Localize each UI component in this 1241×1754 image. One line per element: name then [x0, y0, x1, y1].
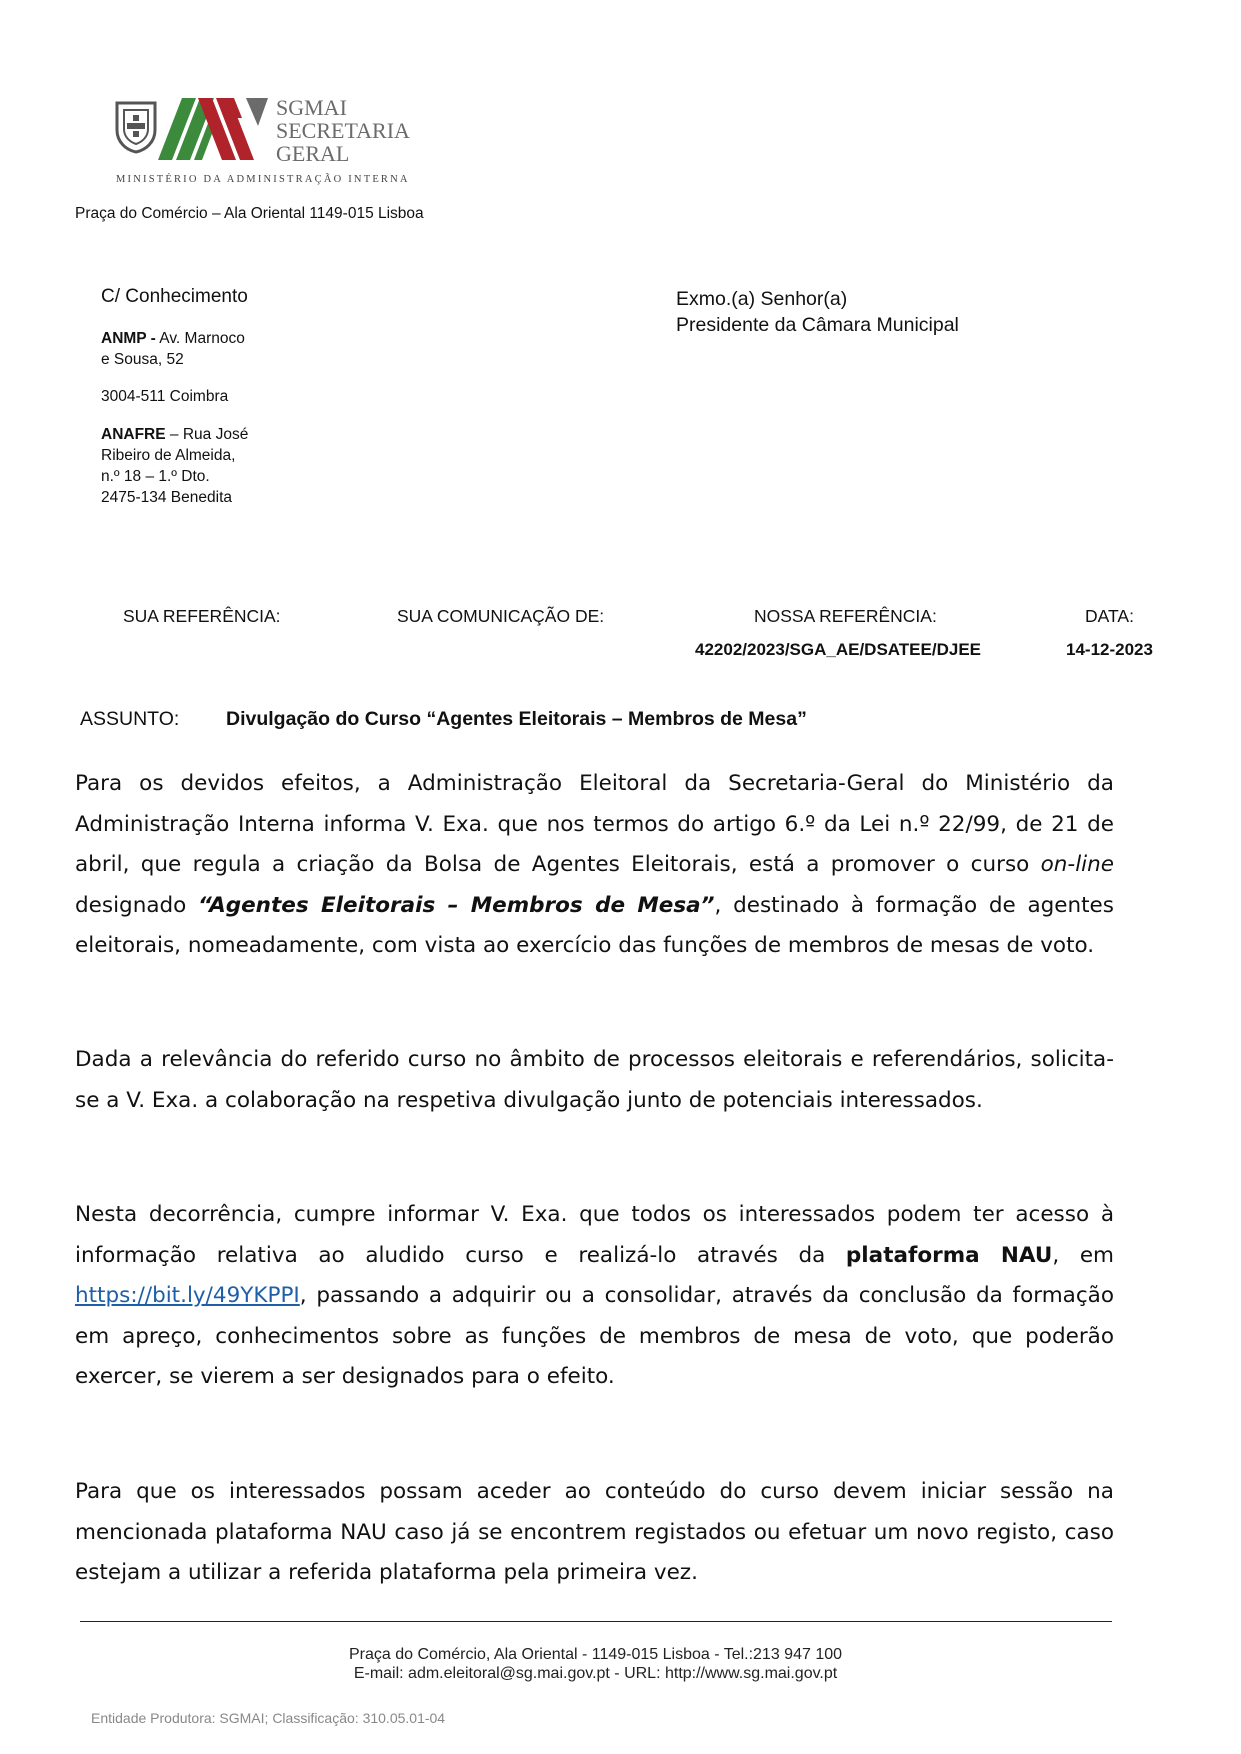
sgmai-stripes-icon [158, 98, 268, 160]
p1-text-b: designado [75, 892, 198, 918]
data-label: DATA: [1085, 606, 1134, 626]
body-paragraph-2: Dada a relevância do referido curso no âmbito de processos eleitorais e referendários, solicita-se a V. Exa. a colaboração na respetiva divulgação junto de potenciais interessados. [75, 1047, 1114, 1113]
anmp-name: ANMP - [101, 330, 156, 347]
p3-text-c: , passando a adquirir ou a consolidar, através da conclusão da formação em apreço, conhecimentos sobre as funções de membros de mesa de voto, que poderão exercer, se vierem a ser designados para o efeito. [75, 1283, 1114, 1389]
sgmai-logo [114, 95, 424, 190]
subject-text: Divulgação do Curso “Agentes Eleitorais – Membros de Mesa” [226, 708, 807, 730]
logo-line-geral: GERAL [276, 141, 350, 166]
p1-text-c: , destinado à formação de agentes eleitorais, nomeadamente, com vista ao exercício das funções de membros de mesas de voto. [75, 892, 1114, 958]
cc-anafre [101, 424, 291, 508]
subject-label: ASSUNTO: [80, 708, 180, 730]
logo-ministry-name: MINISTÉRIO DA ADMINISTRAÇÃO INTERNA [116, 174, 410, 185]
cc-title: C/ Conhecimento [101, 286, 248, 307]
body-paragraph-4: Para que os interessados possam aceder ao conteúdo do curso devem iniciar sessão na mencionada plataforma NAU caso já se encontrem registados ou efetuar um novo registo, caso estejam a utilizar a referida plataforma pela primeira vez. [75, 1479, 1114, 1585]
anafre-address-4: 2475-134 Benedita [101, 489, 233, 506]
body-paragraph-3 [75, 1195, 1114, 1398]
nossa-referencia-label: NOSSA REFERÊNCIA: [754, 606, 937, 626]
sua-comunicacao-label: SUA COMUNICAÇÃO DE: [397, 606, 605, 626]
logo-line-secretaria: SECRETARIA [276, 118, 410, 143]
addressee [676, 286, 959, 338]
p1-course-name: “Agentes Eleitorais – Membros de Mesa” [198, 892, 715, 918]
nossa-referencia-value: 42202/2023/SGA_AE/DSATEE/DJEE [695, 640, 981, 659]
body-paragraph-1 [75, 764, 1114, 967]
addressee-line-1: Exmo.(a) Senhor(a) [676, 288, 848, 310]
addressee-line-2: Presidente da Câmara Municipal [676, 314, 959, 336]
anmp-address-2: e Sousa, 52 [101, 351, 184, 368]
p1-text-a: Para os devidos efeitos, a Administração Eleitoral da Secretaria-Geral do Ministério da Administração Interna informa V. Exa. que nos termos do artigo 6.º da Lei n.º 22/99, de 21 de abril, que regula a criação da Bolsa de Agentes Eleitorais, está a promover o curso [75, 771, 1114, 877]
header-address: Praça do Comércio – Ala Oriental 1149-015 Lisboa [75, 205, 424, 222]
cc-anmp [101, 328, 291, 370]
portuguese-shield-icon [114, 100, 158, 154]
sua-referencia-label: SUA REFERÊNCIA: [123, 606, 281, 626]
anmp-city: 3004-511 Coimbra [101, 388, 229, 405]
p3-platform: plataforma NAU [845, 1242, 1053, 1268]
anafre-address-2: Ribeiro de Almeida, [101, 447, 236, 464]
producer-classification: Entidade Produtora: SGMAI; Classificação: 310.05.01-04 [91, 1710, 446, 1726]
logo-line-sgmai: SGMAI [276, 95, 347, 120]
data-value: 14-12-2023 [1066, 640, 1153, 659]
course-link[interactable]: https://bit.ly/49YKPPI [75, 1283, 300, 1308]
logo-wordmark [276, 96, 410, 165]
anafre-name: ANAFRE [101, 426, 166, 443]
footer-address: Praça do Comércio, Ala Oriental - 1149-015 Lisboa - Tel.:213 947 100 [348, 1646, 843, 1663]
anafre-address-3: n.º 18 – 1.º Dto. [101, 468, 210, 485]
p3-text-a: Nesta decorrência, cumpre informar V. Exa. que todos os interessados podem ter acesso à informação relativa ao aludido curso e realizá-lo através da [75, 1202, 1114, 1268]
p1-online: on-line [1040, 852, 1114, 877]
footer-divider [80, 1621, 1112, 1622]
anmp-address-1: Av. Marnoco [155, 330, 245, 347]
footer-contacts: E-mail: adm.eleitoral@sg.mai.gov.pt - URL: http://www.sg.mai.gov.pt [353, 1665, 838, 1682]
p3-text-b: , em [1052, 1242, 1114, 1268]
anafre-address-1: – Rua José [165, 426, 249, 443]
